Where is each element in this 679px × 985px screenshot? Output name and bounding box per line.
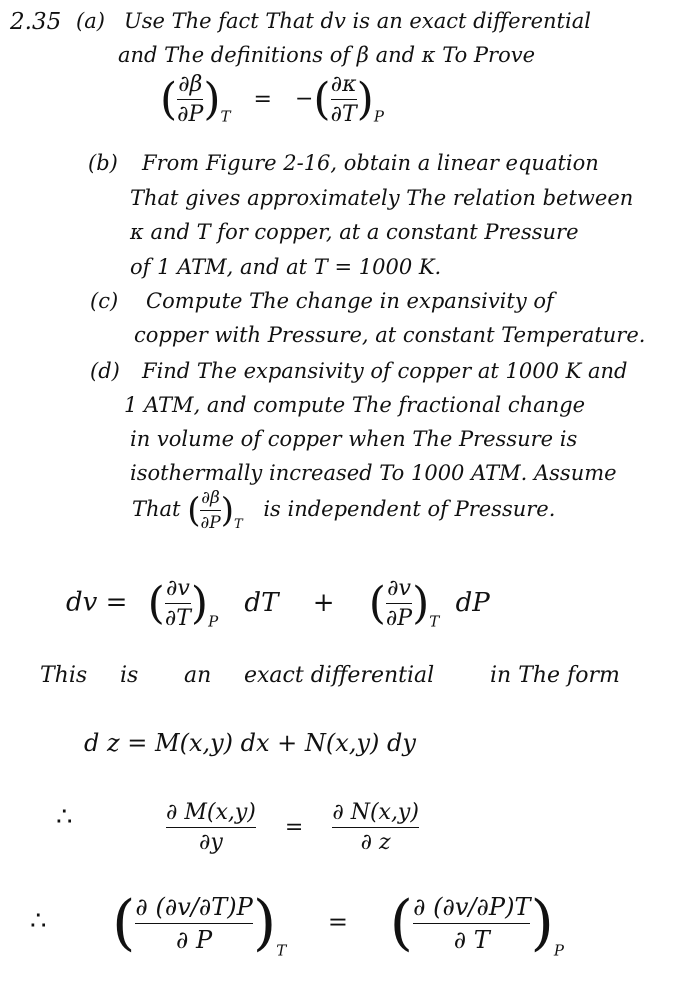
part-b-label: (b) [88,151,118,175]
part-d-line-4: isothermally increased To 1000 ATM. Assume [130,461,617,485]
part-d-num: ∂β [201,488,220,508]
eq4-rhs-sub: P [553,941,564,960]
therefore-symbol-2: ∴ [30,906,47,936]
eq1-t1-den: ∂T [164,606,191,631]
eq3-rhs-num: ∂ N(x,y) [332,800,419,825]
problem-number: 2.35 [10,9,62,35]
part-d-line-2: 1 ATM, and compute The fractional change [124,393,586,417]
eq1-plus: + [312,587,335,618]
eq3-rhs-den: ∂ z [360,830,391,855]
eq1-t2-sub: T [429,612,440,631]
part-d-that: That [132,497,181,521]
eq4-rhs-den: ∂ T [453,925,490,954]
sol-text-exact-differential: exact differential [244,663,435,688]
eq-a-rhs-sub: P [373,107,384,126]
part-c-line-2: copper with Pressure, at constant Temperature. [134,323,646,347]
part-d-sub: T [233,517,243,532]
sol-text-this: This [40,663,88,688]
eq-a-rhs-den: ∂T [330,102,357,127]
eq-a-equals: = [253,86,272,112]
part-b-line-2: That gives approximately The relation between [130,186,634,210]
eq3-equals: = [284,814,304,840]
part-d-den: ∂P [200,513,221,533]
eq1-lhs: dv = [66,587,128,618]
eq1-t1-num: ∂v [165,576,190,601]
therefore-symbol-1: ∴ [56,802,73,832]
part-d-tail: is independent of Pressure. [263,497,556,521]
solution-eq-4: ( $\frac{\partial (\partial v/\partial T)P}{\partial P}$ )$_T$ = ( $\frac{\partial (\partial v/\partial P)T}{\partial T}$ )$_P$ [112,888,564,960]
eq4-lhs-sub: T [276,941,287,960]
part-a-equation: ( $\frac{\partial\beta}{\partial P}$ )$_T$ = −( $\frac{\partial\kappa}{\partial T}$ )$_P$ [160,72,384,127]
eq4-equals: = [327,907,348,936]
part-a-label: (a) [76,9,105,33]
part-d-line-3: in volume of copper when The Pressure is [130,427,578,451]
eq-a-lhs-den: ∂P [177,102,204,127]
part-b-line-3: κ and T for copper, at a constant Pressure [130,220,579,244]
eq4-lhs-num: ∂ (∂v/∂T)P [135,892,253,921]
eq4-rhs-num: ∂ (∂v/∂P)T [413,892,531,921]
sol-text-an: an [184,663,212,688]
eq3-lhs-num: ∂ M(x,y) [166,800,256,825]
part-b-line-4: of 1 ATM, and at T = 1000 K. [130,255,442,279]
eq1-t2-num: ∂v [387,576,411,601]
solution-eq-3 [166,800,419,855]
part-c-line-1: Compute The change in expansivity of [146,289,554,313]
part-c-label: (c) [90,289,119,313]
eq1-t1-sub: P [208,612,219,631]
solution-eq-2: d z = M(x,y) dx + N(x,y) dy [84,729,416,757]
eq3-lhs-den: ∂y [199,830,223,855]
solution-eq-1: dv = ( $\frac{\partial v}{\partial T}$ )$_P$ dT + ( $\frac{\partial v}{\partial P}$ )$_T$ dP [66,576,490,631]
eq1-dP: dP [455,587,490,618]
eq4-lhs-den: ∂ P [176,925,213,954]
eq1-dT: dT [244,587,279,618]
part-d-line-5: That ( $\frac{\partial\beta}{\partial P}$ )$_T$ is independent of Pressure. [132,488,556,533]
part-a-line-2: and The definitions of β and κ To Prove [118,43,536,67]
sol-text-is: is [120,663,139,688]
eq-a-lhs-num: ∂β [178,72,203,97]
eq1-t2-den: ∂P [385,606,413,631]
part-d-label: (d) [90,359,120,383]
eq-a-lhs-sub: T [220,107,231,126]
eq-a-minus: − [294,86,314,112]
eq-a-rhs-num: ∂κ [330,72,357,97]
sol-text-in-the-form: in The form [490,663,620,688]
part-a-line-1: Use The fact That dv is an exact differential [124,9,591,33]
part-b-line-1: From Figure 2-16, obtain a linear equation [142,151,599,175]
part-d-line-1: Find The expansivity of copper at 1000 K and [142,359,628,383]
